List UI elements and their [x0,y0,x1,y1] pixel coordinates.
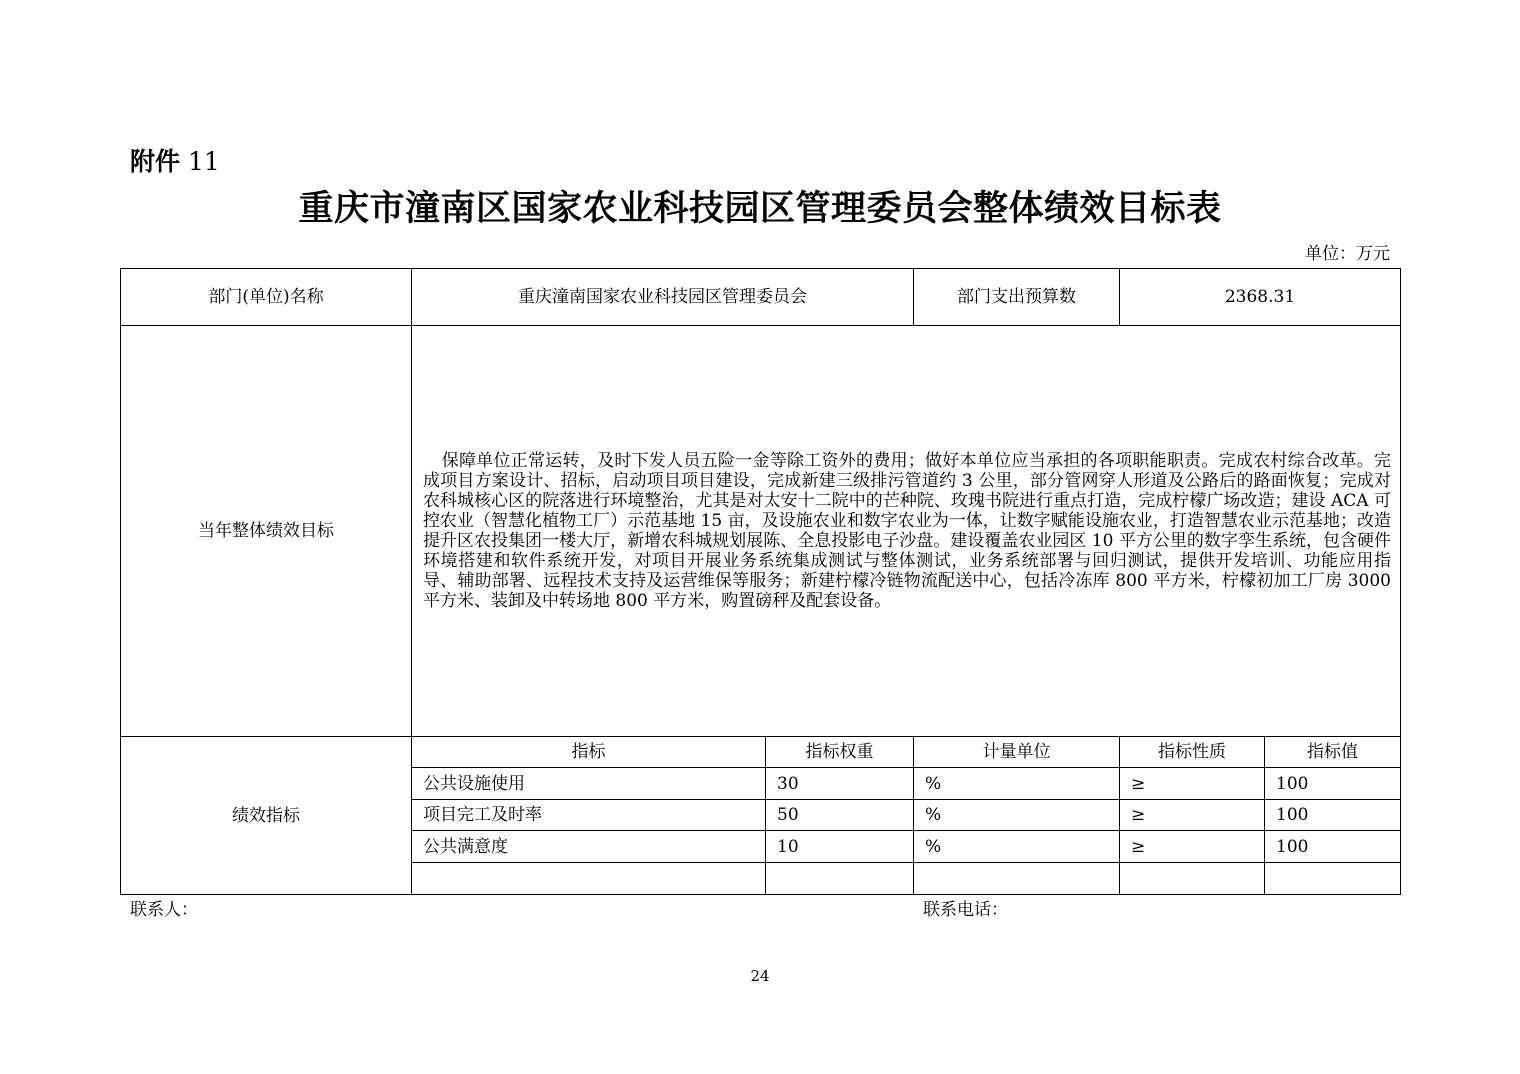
budget-value: 2368.31 [1120,269,1401,326]
dept-name-label: 部门(单位)名称 [121,269,412,326]
indicator-unit [914,863,1120,895]
indicator-nature [1120,863,1265,895]
weight-header: 指标权重 [766,737,914,768]
indicator-weight: 30 [766,768,914,800]
dept-name-value: 重庆潼南国家农业科技园区管理委员会 [412,269,914,326]
document-title: 重庆市潼南区国家农业科技园区管理委员会整体绩效目标表 [298,188,1222,229]
indicator-unit: % [914,768,1120,800]
indicator-header: 指标 [412,737,766,768]
indicator-weight: 50 [766,800,914,831]
annex-label [130,146,220,178]
goal-row [121,326,1401,737]
indicator-name: 公共设施使用 [412,768,766,800]
indicator-name: 公共满意度 [412,831,766,863]
value-header: 指标值 [1265,737,1401,768]
unit-note: 单位：万元 [1305,244,1390,264]
indicators-label: 绩效指标 [121,737,412,895]
indicator-header-row [121,737,1401,768]
indicator-value: 100 [1265,800,1401,831]
indicator-name: 项目完工及时率 [412,800,766,831]
indicator-nature: ≥ [1120,800,1265,831]
annex-number: 11 [187,147,220,176]
indicator-nature: ≥ [1120,831,1265,863]
indicator-nature: ≥ [1120,768,1265,800]
indicator-unit: % [914,800,1120,831]
annex-word: 附件 [130,147,181,176]
contact-phone-label: 联系电话： [923,900,1008,920]
budget-label: 部门支出预算数 [914,269,1120,326]
indicator-value: 100 [1265,831,1401,863]
indicator-weight: 10 [766,831,914,863]
indicator-unit: % [914,831,1120,863]
nature-header: 指标性质 [1120,737,1265,768]
unit-header: 计量单位 [914,737,1120,768]
indicator-value: 100 [1265,768,1401,800]
contact-person-label: 联系人： [130,900,198,920]
indicator-value [1265,863,1401,895]
indicator-weight [766,863,914,895]
indicator-name [412,863,766,895]
page-number: 24 [750,967,770,985]
goal-text: 保障单位正常运转，及时下发人员五险一金等除工资外的费用；做好本单位应当承担的各项职能职责。完成农村综合改革。完成项目方案设计、招标，启动项目项目建设，完成新建三级排污管道约 3 公里，部分管网穿人形道及公路后的路面恢复；完成对农科城核心区的院落进行环境整治，尤其是对太安十二院中的芒种院、玫瑰书院进行重点打造，完成柠檬广场改造；建设 ACA 可控农业（智慧化植物工厂）示范基地 15 亩，及设施农业和数字农业为一体，让数字赋能设施农业，打造智慧农业示范基地；改造提升区农投集团一楼大厅，新增农科城规划展陈、全息投影电子沙盘。建设覆盖农业园区 10 平方公里的数字孪生系统，包含硬件环境搭建和软件系统开发，对项目开展业务系统集成测试与整体测试，业务系统部署与回归测试，提供开发培训、功能应用指导、辅助部署、远程技术支持及运营维保等服务；新建柠檬冷链物流配送中心，包括冷冻库 800 平方米，柠檬初加工厂房 3000 平方米、装卸及中转场地 800 平方米，购置磅秤及配套设备。 [412,326,1401,737]
goal-label: 当年整体绩效目标 [121,326,412,737]
info-row [121,269,1401,326]
performance-table [120,268,1401,895]
